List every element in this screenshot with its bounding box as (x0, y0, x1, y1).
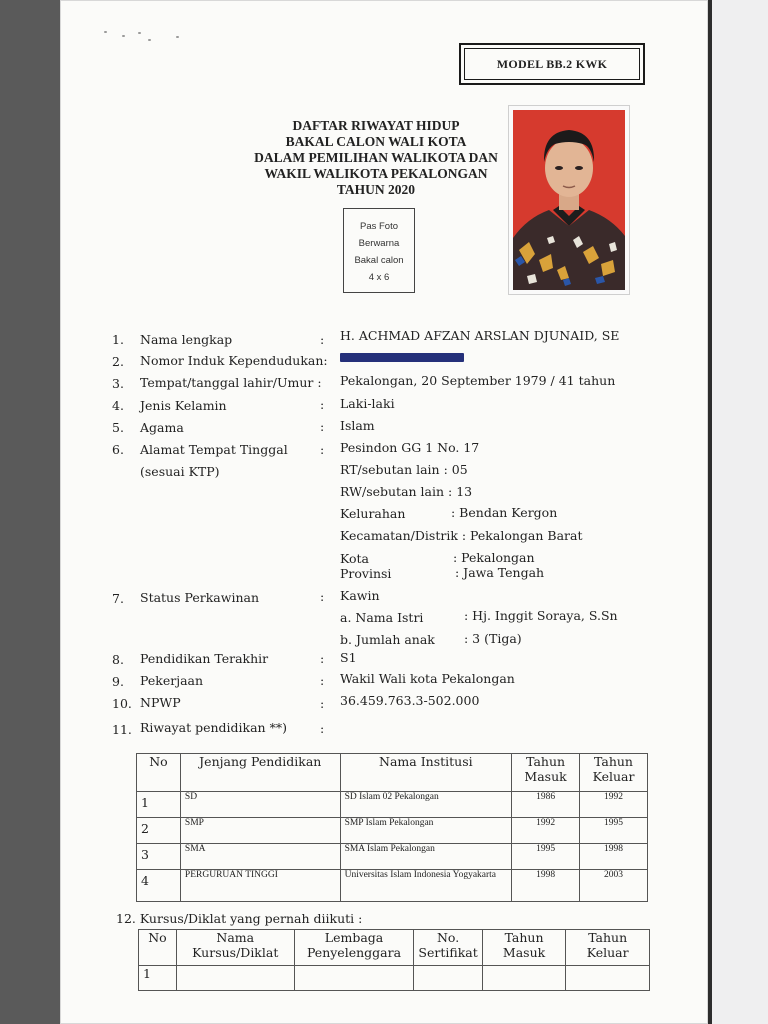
title-line-5: TAHUN 2020 (336, 182, 416, 197)
kursus-table (138, 929, 650, 991)
pas-foto-line: Pas Foto (359, 221, 399, 232)
candidate-photo-image (513, 110, 625, 290)
cell-keluar: 2003 (580, 870, 648, 902)
cell-sertifikat (414, 966, 482, 991)
cell-masuk (482, 966, 566, 991)
cell-masuk: 1992 (512, 818, 580, 844)
model-box (459, 43, 645, 85)
table-row (137, 844, 648, 870)
education-table (136, 753, 648, 902)
cell-nama-kursus (176, 966, 294, 991)
cell-jenjang: SD (180, 792, 340, 818)
alamat-jalan: Pesindon GG 1 No. 17 (340, 440, 480, 455)
field-value-jk: Laki-laki (340, 396, 395, 411)
cell-masuk: 1995 (512, 844, 580, 870)
alamat-kota-value: : Pekalongan (453, 550, 535, 565)
field-label-nik: Nomor Induk Kependudukan: (140, 353, 328, 368)
header-tahun-keluar: Tahun Keluar (566, 930, 650, 966)
field-colon: : (320, 651, 325, 666)
field-number: 7. (112, 591, 124, 606)
cell-jenjang: PERGURUAN TINGGI (180, 870, 340, 902)
pas-foto-line: Berwarna (358, 238, 400, 249)
cell-keluar: 1992 (580, 792, 648, 818)
title-line-1: DAFTAR RIWAYAT HIDUP (292, 118, 460, 133)
education-header-row (137, 754, 648, 792)
alamat-kelurahan-value: : Bendan Kergon (451, 505, 558, 520)
field-label-riwayat: Riwayat pendidikan **) (140, 720, 287, 735)
cell-institusi: SMP Islam Pekalongan (340, 818, 512, 844)
field-number: 5. (112, 420, 124, 435)
header-lembaga: Lembaga Penyelenggara (294, 930, 414, 966)
table-row (137, 818, 648, 844)
anak-label: b. Jumlah anak (340, 632, 435, 647)
field-colon: : (320, 332, 325, 347)
alamat-provinsi-label: Provinsi (340, 566, 392, 581)
cell-no: 3 (137, 844, 181, 870)
cell-no: 2 (137, 818, 181, 844)
field-number: 2. (112, 354, 124, 369)
alamat-kelurahan-label: Kelurahan (340, 506, 406, 521)
field-number: 1. (112, 332, 124, 347)
table-row (137, 792, 648, 818)
field-colon: : (320, 696, 325, 711)
cell-lembaga (294, 966, 414, 991)
istri-label: a. Nama Istri (340, 610, 424, 625)
field-label-nama: Nama lengkap (140, 332, 233, 347)
field-value-pendidikan: S1 (340, 650, 357, 665)
header-tahun-keluar: Tahun Keluar (580, 754, 648, 792)
field-label-alamat: Alamat Tempat Tinggal (140, 442, 288, 457)
field-colon: : (320, 419, 325, 434)
candidate-photo (508, 105, 630, 295)
field-value-npwp: 36.459.763.3-502.000 (340, 693, 480, 708)
cell-no: 1 (137, 792, 181, 818)
scan-edge (708, 0, 768, 1024)
field-sublabel-alamat: (sesuai KTP) (140, 464, 220, 479)
pas-foto-line: Bakal calon (354, 255, 404, 266)
cell-no: 4 (137, 870, 181, 902)
field-label-ttl: Tempat/tanggal lahir/Umur : (140, 375, 322, 390)
kursus-header-row (139, 930, 650, 966)
field-label-status: Status Perkawinan (140, 590, 260, 605)
title-line-3: DALAM PEMILIHAN WALIKOTA DAN (254, 150, 498, 165)
header-nama-kursus: Nama Kursus/Diklat (176, 930, 294, 966)
header-jenjang: Jenjang Pendidikan (180, 754, 340, 792)
field-number: 11. (112, 722, 132, 737)
alamat-provinsi-value: : Jawa Tengah (455, 565, 545, 580)
cell-keluar (566, 966, 650, 991)
header-sertifikat: No. Sertifikat (414, 930, 482, 966)
title-line-4: WAKIL WALIKOTA PEKALONGAN (264, 166, 488, 181)
istri-value: : Hj. Inggit Soraya, S.Sn (464, 608, 618, 623)
cell-keluar: 1998 (580, 844, 648, 870)
header-institusi: Nama Institusi (340, 754, 512, 792)
field-label-pekerjaan: Pekerjaan (140, 673, 204, 688)
cell-institusi: SMA Islam Pekalongan (340, 844, 512, 870)
field-number: 4. (112, 398, 124, 413)
model-label: MODEL BB.2 KWK (496, 56, 608, 71)
field-label-jk: Jenis Kelamin (140, 398, 227, 413)
table-row (139, 966, 650, 991)
field-value-pekerjaan: Wakil Wali kota Pekalongan (340, 671, 515, 686)
cell-jenjang: SMP (180, 818, 340, 844)
header-no: No (139, 930, 177, 966)
alamat-kecamatan: Kecamatan/Distrik : Pekalongan Barat (340, 528, 583, 543)
nik-redaction (340, 353, 464, 362)
field-value-nama: H. ACHMAD AFZAN ARSLAN DJUNAID, SE (340, 328, 620, 343)
header-no: No (137, 754, 181, 792)
header-tahun-masuk: Tahun Masuk (482, 930, 566, 966)
alamat-rw: RW/sebutan lain : 13 (340, 484, 473, 499)
alamat-kota-label: Kota (340, 551, 370, 566)
field-number: 9. (112, 674, 124, 689)
document-title (236, 118, 516, 198)
table-row (137, 870, 648, 902)
field-colon: : (320, 397, 325, 412)
title-line-2: BAKAL CALON WALI KOTA (285, 134, 467, 149)
field-colon: : (320, 673, 325, 688)
anak-value: : 3 (Tiga) (464, 631, 522, 646)
field-label-npwp: NPWP (140, 695, 181, 710)
cell-keluar: 1995 (580, 818, 648, 844)
cell-masuk: 1998 (512, 870, 580, 902)
header-tahun-masuk: Tahun Masuk (512, 754, 580, 792)
cell-masuk: 1986 (512, 792, 580, 818)
field-value-status: Kawin (340, 588, 380, 603)
field-number: 3. (112, 376, 124, 391)
alamat-rt: RT/sebutan lain : 05 (340, 462, 468, 477)
pas-foto-box (343, 208, 415, 293)
field-label-pendidikan: Pendidikan Terakhir (140, 651, 269, 666)
cell-institusi: Universitas Islam Indonesia Yogyakarta (340, 870, 512, 902)
field-colon: : (320, 589, 325, 604)
cell-jenjang: SMA (180, 844, 340, 870)
field-colon: : (320, 442, 325, 457)
field-value-ttl: Pekalongan, 20 September 1979 / 41 tahun (340, 373, 616, 388)
cell-no: 1 (139, 966, 177, 991)
pas-foto-line: 4 x 6 (368, 272, 390, 283)
kursus-label: 12. Kursus/Diklat yang pernah diikuti : (116, 911, 363, 926)
field-value-agama: Islam (340, 418, 375, 433)
field-number: 6. (112, 442, 124, 457)
field-label-agama: Agama (140, 420, 184, 435)
field-number: 10. (112, 696, 132, 711)
cell-institusi: SD Islam 02 Pekalongan (340, 792, 512, 818)
field-number: 8. (112, 652, 124, 667)
field-colon: : (320, 721, 325, 736)
scan-specks (100, 28, 190, 44)
